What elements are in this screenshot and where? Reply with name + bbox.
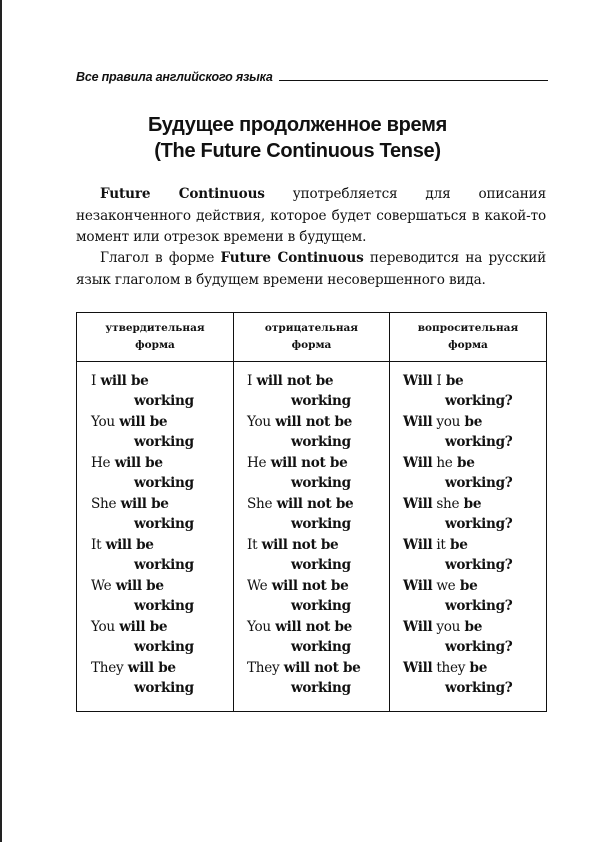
entry-line-1 xyxy=(234,494,389,514)
auxiliary-be: be xyxy=(445,537,468,553)
auxiliary: will be xyxy=(101,537,154,553)
list-item xyxy=(234,453,389,494)
auxiliary: will not be xyxy=(266,455,348,471)
pronoun: I xyxy=(432,373,442,389)
participle: working? xyxy=(445,557,513,573)
entry-line-1 xyxy=(77,617,233,637)
list-item xyxy=(234,371,389,412)
paragraph-translation xyxy=(76,248,546,291)
pronoun: He xyxy=(247,455,267,471)
pronoun: It xyxy=(247,537,258,553)
pronoun: You xyxy=(91,619,115,635)
participle: working? xyxy=(445,393,513,409)
participle: working xyxy=(291,639,351,655)
column-affirmative xyxy=(77,362,234,712)
entry-line-1 xyxy=(390,658,546,678)
entry-line-1 xyxy=(77,412,233,432)
entry-line-1 xyxy=(234,617,389,637)
list-item xyxy=(77,617,233,658)
paragraph-usage-text: употребляется для описания незаконченного действия, которое будет совершаться в какой-то момент или отрезок времени в будущем. xyxy=(76,186,546,245)
auxiliary-be: be xyxy=(465,660,488,676)
pronoun: you xyxy=(432,414,461,430)
pronoun: it xyxy=(432,537,446,553)
auxiliary: will not be xyxy=(267,578,349,594)
page-title: Будущее продолженное время xyxy=(148,114,447,136)
auxiliary-will: Will xyxy=(403,537,433,553)
auxiliary: will be xyxy=(96,373,149,389)
pronoun: We xyxy=(247,578,268,594)
pronoun: They xyxy=(91,660,124,676)
participle: working xyxy=(134,639,194,655)
auxiliary-be: be xyxy=(460,619,483,635)
entry-line-1 xyxy=(390,412,546,432)
participle: working xyxy=(134,475,194,491)
term-future-continuous-2: Future Continuous xyxy=(220,250,364,266)
paragraph-usage xyxy=(76,184,546,249)
list-item xyxy=(390,617,546,658)
list-item xyxy=(77,494,233,535)
participle: working xyxy=(134,557,194,573)
entry-line-1 xyxy=(234,371,389,391)
participle: working xyxy=(134,680,194,696)
header-negative: отрицательная форма xyxy=(234,313,390,362)
paragraph-translation-lead: Глагол в форме xyxy=(100,250,221,266)
list-item xyxy=(390,494,546,535)
list-item xyxy=(77,576,233,617)
list-item xyxy=(77,412,233,453)
participle: working xyxy=(291,557,351,573)
auxiliary-will: Will xyxy=(403,660,433,676)
auxiliary-be: be xyxy=(459,496,482,512)
auxiliary: will be xyxy=(110,455,163,471)
participle: working xyxy=(291,680,351,696)
pronoun: She xyxy=(91,496,117,512)
auxiliary: will be xyxy=(114,619,168,635)
entry-line-1 xyxy=(390,617,546,637)
participle: working xyxy=(291,598,351,614)
participle: working xyxy=(134,434,194,450)
auxiliary: will not be xyxy=(272,496,354,512)
pronoun: We xyxy=(91,578,112,594)
list-item xyxy=(77,535,233,576)
entry-line-1 xyxy=(234,658,389,678)
header-interrogative: вопросительная форма xyxy=(390,313,547,362)
list-item xyxy=(390,658,546,699)
auxiliary: will be xyxy=(123,660,176,676)
auxiliary-will: Will xyxy=(403,414,433,430)
entry-line-1 xyxy=(77,658,233,678)
auxiliary-will: Will xyxy=(403,619,433,635)
list-item xyxy=(234,412,389,453)
entry-line-1 xyxy=(77,494,233,514)
participle: working? xyxy=(445,598,513,614)
pronoun: he xyxy=(432,455,453,471)
entry-line-1 xyxy=(234,535,389,555)
list-item xyxy=(390,371,546,412)
auxiliary-will: Will xyxy=(403,455,433,471)
entry-line-1 xyxy=(390,371,546,391)
list-item xyxy=(234,494,389,535)
list-item xyxy=(234,617,389,658)
auxiliary-will: Will xyxy=(403,496,433,512)
running-head-rule xyxy=(279,80,548,81)
auxiliary-will: Will xyxy=(403,578,433,594)
pronoun: I xyxy=(91,373,97,389)
list-item xyxy=(77,371,233,412)
participle: working? xyxy=(445,516,513,532)
table-header-row xyxy=(77,313,547,362)
participle: working xyxy=(134,598,194,614)
auxiliary: will not be xyxy=(257,537,339,553)
pronoun: They xyxy=(247,660,280,676)
entry-line-1 xyxy=(390,576,546,596)
auxiliary-be: be xyxy=(455,578,478,594)
participle: working? xyxy=(445,680,513,696)
conjugation-table xyxy=(76,312,547,712)
list-item xyxy=(77,453,233,494)
column-negative xyxy=(234,362,390,712)
list-item xyxy=(390,535,546,576)
auxiliary: will not be xyxy=(270,619,353,635)
page-subtitle: (The Future Continuous Tense) xyxy=(154,140,441,162)
pronoun: She xyxy=(247,496,273,512)
participle: working xyxy=(291,475,351,491)
running-head-text: Все правила английского языка xyxy=(76,70,273,84)
pronoun: It xyxy=(91,537,102,553)
list-item xyxy=(390,412,546,453)
list-item xyxy=(390,576,546,617)
participle: working xyxy=(291,393,351,409)
participle: working? xyxy=(445,639,513,655)
auxiliary: will not be xyxy=(279,660,361,676)
pronoun: He xyxy=(91,455,111,471)
auxiliary-be: be xyxy=(441,373,464,389)
entry-line-1 xyxy=(390,494,546,514)
auxiliary: will be xyxy=(114,414,168,430)
list-item xyxy=(77,658,233,699)
running-head xyxy=(76,64,548,84)
pronoun: You xyxy=(247,619,271,635)
entry-line-1 xyxy=(234,576,389,596)
list-item xyxy=(234,535,389,576)
column-interrogative xyxy=(390,362,547,712)
entry-line-1 xyxy=(77,576,233,596)
entry-line-1 xyxy=(77,453,233,473)
auxiliary-will: Will xyxy=(403,373,433,389)
list-item xyxy=(234,658,389,699)
entry-line-1 xyxy=(234,412,389,432)
participle: working xyxy=(134,393,194,409)
auxiliary: will be xyxy=(111,578,164,594)
participle: working xyxy=(291,516,351,532)
pronoun: she xyxy=(432,496,460,512)
paragraph-translation-text: переводится на русский язык глаголом в будущем времени несовершенного вида. xyxy=(76,250,546,288)
pronoun: you xyxy=(432,619,461,635)
participle: working xyxy=(291,434,351,450)
pronoun: I xyxy=(247,373,253,389)
entry-line-1 xyxy=(234,453,389,473)
pronoun: You xyxy=(91,414,115,430)
entry-line-1 xyxy=(77,371,233,391)
entry-line-1 xyxy=(390,453,546,473)
participle: working xyxy=(134,516,194,532)
auxiliary: will not be xyxy=(270,414,353,430)
auxiliary-be: be xyxy=(460,414,483,430)
entry-line-1 xyxy=(390,535,546,555)
participle: working? xyxy=(445,475,513,491)
list-item xyxy=(234,576,389,617)
table-row xyxy=(77,362,547,712)
pronoun: You xyxy=(247,414,271,430)
auxiliary: will not be xyxy=(252,373,334,389)
pronoun: we xyxy=(432,578,456,594)
header-affirmative: утвердительная форма xyxy=(77,313,234,362)
list-item xyxy=(390,453,546,494)
auxiliary-be: be xyxy=(452,455,475,471)
auxiliary: will be xyxy=(116,496,169,512)
term-future-continuous: Future Continuous xyxy=(100,186,265,202)
participle: working? xyxy=(445,434,513,450)
pronoun: they xyxy=(432,660,466,676)
entry-line-1 xyxy=(77,535,233,555)
